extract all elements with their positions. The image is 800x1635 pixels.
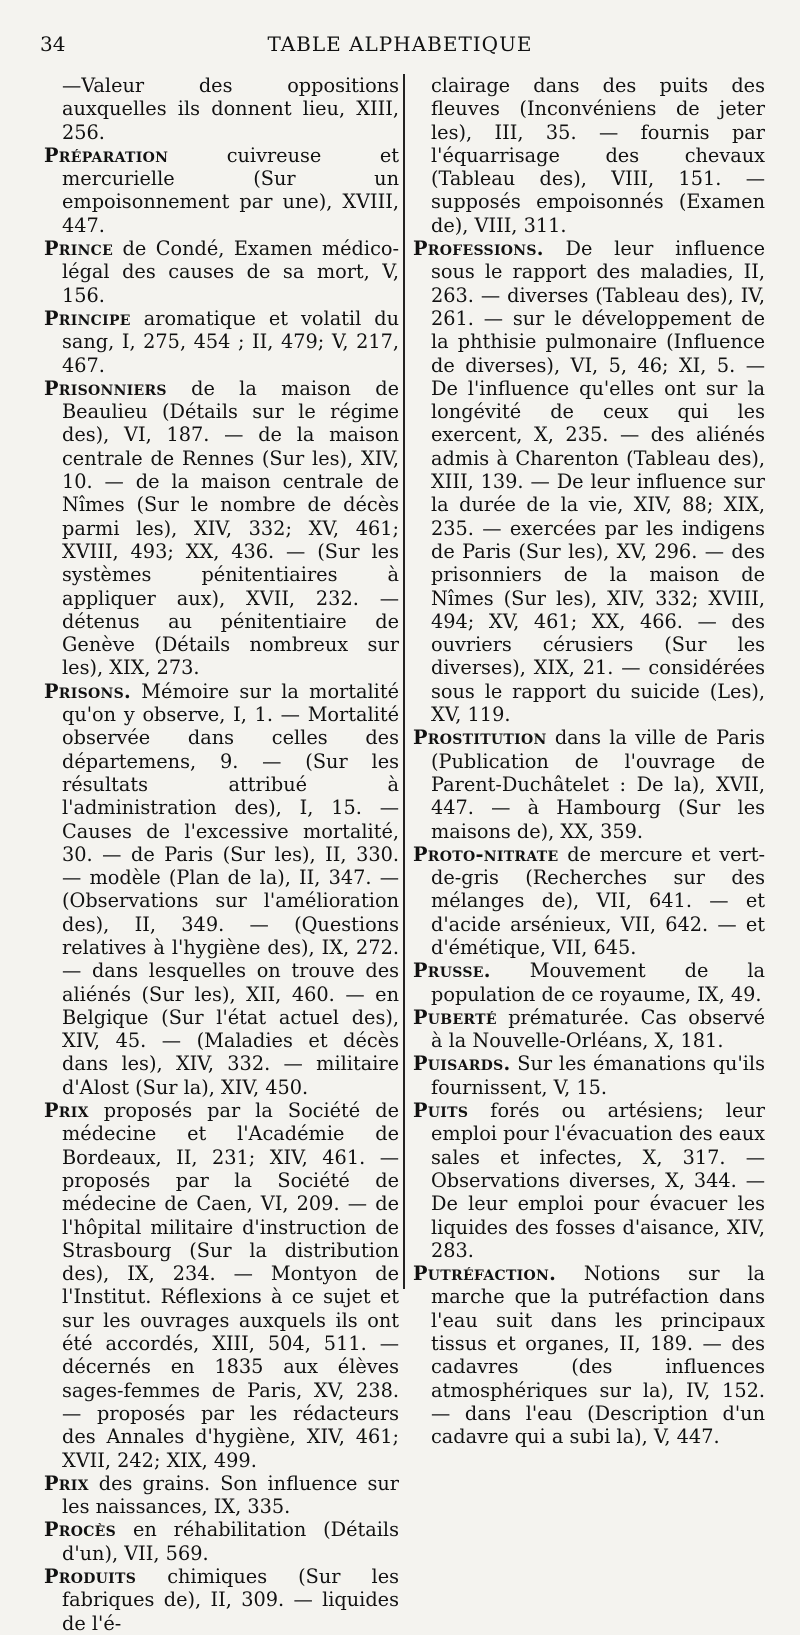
entry-headword: Professions. bbox=[413, 237, 544, 261]
entry-headword: Prix bbox=[44, 1471, 89, 1495]
index-entry bbox=[44, 377, 399, 680]
index-entry bbox=[413, 74, 765, 237]
running-title: TABLE ALPHABETIQUE bbox=[267, 32, 533, 56]
index-entry bbox=[413, 1099, 765, 1262]
entry-headword: Proto-nitrate bbox=[413, 842, 559, 866]
entry-text: des grains. Son influence sur les naissances, IX, 335. bbox=[62, 1471, 399, 1519]
entry-text: Sur les émanations qu'ils fournissent, V, 15. bbox=[431, 1052, 765, 1099]
entry-text: —Valeur des oppositions auxquelles ils donnent lieu, XIII, 256. bbox=[62, 74, 399, 144]
entry-headword: Prince bbox=[44, 237, 114, 261]
index-entry bbox=[413, 959, 765, 1006]
index-entry bbox=[413, 726, 765, 842]
page-number: 34 bbox=[40, 32, 66, 56]
entry-text: chimiques (Sur les fabriques de), II, 309. — liquides de l'é- bbox=[62, 1565, 399, 1635]
index-entry bbox=[44, 680, 399, 1099]
index-entry bbox=[44, 1518, 399, 1565]
entry-text: en réhabilitation (Détails d'un), VII, 569. bbox=[62, 1518, 399, 1565]
entry-headword: Putréfaction. bbox=[413, 1262, 557, 1286]
index-entry bbox=[44, 307, 399, 377]
entry-headword: Prix bbox=[44, 1099, 89, 1123]
index-entry bbox=[413, 843, 765, 959]
right-column bbox=[413, 74, 765, 1449]
entry-text: Notions sur la marche que la putréfaction dans l'eau suit dans les principaux tissus et organes, II, 189. — des cadavres (des influences atmosphériques sur la), IV, 152. — dans l'eau (Description d'un cadavre qui a subi la), V, 447. bbox=[431, 1262, 765, 1449]
entry-text: prématurée. Cas observé à la Nouvelle-Orléans, X, 181. bbox=[431, 1005, 765, 1053]
entry-headword: Prisonniers bbox=[44, 376, 167, 400]
index-entry bbox=[44, 1472, 399, 1519]
entry-text: forés ou artésiens; leur emploi pour l'évacuation des eaux sales et infectes, X, 317. — Observations diverses, X, 344. — De leur emploi pour évacuer les liquides des fosses d'aisance, XIV, 283. bbox=[431, 1099, 765, 1262]
entry-headword: Prostitution bbox=[413, 726, 547, 750]
entry-text: de la maison de Beaulieu (Détails sur le régime des), VI, 187. — de la maison centrale de Rennes (Sur les), XIV, 10. — de la maison centrale de Nîmes (Sur le nombre de décès parmi les), XIV, 332; XV, 461; XVIII, 493; XX, 436. — (Sur les systèmes pénitentiaires à appliquer aux), XVII, 232. — détenus au pénitentiaire de Genève (Détails nombreux sur les), XIX, 273. bbox=[62, 376, 399, 680]
entry-headword: Principe bbox=[44, 306, 131, 330]
index-entry bbox=[413, 1052, 765, 1099]
index-entry bbox=[44, 237, 399, 307]
page-header bbox=[0, 30, 800, 64]
entry-text: cuivreuse et mercurielle (Sur un empoisonnement par une), XVIII, 447. bbox=[62, 143, 399, 237]
entry-text: de Condé, Examen médico-légal des causes de sa mort, V, 156. bbox=[62, 237, 399, 307]
entry-text: de mercure et vert-de-gris (Recherches sur des mélanges de), VII, 641. — et d'acide arsénieux, VII, 642. — et d'émétique, VII, 645. bbox=[431, 842, 765, 959]
entry-text: Mémoire sur la mortalité qu'on y observe, I, 1. — Mortalité observée dans celles des départemens, 9. — (Sur les résultats attribué à l'administration des), I, 15. — Causes de l'excessive mortalité, 30. — de Paris (Sur les), II, 330. — modèle (Plan de la), II, 347. — (Observations sur l'amélioration des), II, 349. — (Questions relatives à l'hygiène des), IX, 272. — dans lesquelles on trouve des aliénés (Sur les), XII, 460. — en Belgique (Sur l'état actuel des), XIV, 45. — (Maladies et décès dans les), XIV, 332. — militaire d'Alost (Sur la), XIV, 450. bbox=[62, 679, 399, 1099]
column-divider bbox=[403, 74, 405, 1289]
entry-headword: Puisards. bbox=[413, 1052, 511, 1076]
entry-text: De leur influence sous le rapport des maladies, II, 263. — diverses (Tableau des), IV, 261. — sur le développement de la phthisie pulmonaire (Influence de diverses), VI, 5, 46; XI, 5. — De l'influence qu'elles ont sur la longévité de ceux qui les exercent, X, 235. — des aliénés admis à Charenton (Tableau des), XIII, 139. — De leur influence sur la durée de la vie, XIV, 88; XIX, 235. — exercées par les indigens de Paris (Sur les), XV, 296. — des prisonniers de la maison de Nîmes (Sur les), XIV, 332; XVIII, 494; XV, 461; XX, 466. — des ouvriers cérusiers (Sur les diverses), XIX, 21. — considérées sous le rapport du suicide (Les), XV, 119. bbox=[431, 237, 765, 727]
entry-headword: Procès bbox=[44, 1518, 117, 1542]
entry-headword: Préparation bbox=[44, 143, 169, 167]
left-column bbox=[44, 74, 399, 1635]
index-entry bbox=[44, 144, 399, 237]
index-entry bbox=[413, 237, 765, 726]
entry-headword: Prisons. bbox=[44, 679, 132, 703]
entry-headword: Puberté bbox=[413, 1005, 497, 1029]
index-entry bbox=[413, 1006, 765, 1053]
entry-text: proposés par la Société de médecine et l'Académie de Bordeaux, II, 231; XIV, 461. — proposés par la Société de médecine de Caen, VI, 209. — de l'hôpital militaire d'instruction de Strasbourg (Sur la distribution des), IX, 234. — Montyon de l'Institut. Réflexions à ce sujet et sur les ouvrages auxquels ils ont été accordés, XIII, 504, 511. — décernés en 1835 aux élèves sages-femmes de Paris, XV, 238. — proposés par les rédacteurs des Annales d'hygiène, XIV, 461; XVII, 242; XIX, 499. bbox=[62, 1099, 399, 1472]
entry-text: dans la ville de Paris (Publication de l'ouvrage de Parent-Duchâtelet : De la), XVII, 447. — à Hambourg (Sur les maisons de), XX, 359. bbox=[431, 726, 765, 843]
entry-text: clairage dans des puits des fleuves (Inconvéniens de jeter les), III, 35. — fournis par l'équarrisage des chevaux (Tableau des), VIII, 151. — supposés empoisonnés (Examen de), VIII, 311. bbox=[431, 74, 765, 237]
index-entry bbox=[413, 1262, 765, 1448]
entry-text: Mouvement de la population de ce royaume, IX, 49. bbox=[431, 959, 765, 1006]
index-entry bbox=[44, 1099, 399, 1472]
entry-headword: Prusse. bbox=[413, 959, 491, 983]
entry-headword: Produits bbox=[44, 1565, 137, 1588]
entry-headword: Puits bbox=[413, 1099, 469, 1123]
index-entry bbox=[44, 1565, 399, 1635]
index-entry bbox=[44, 74, 399, 144]
entry-text: aromatique et volatil du sang, I, 275, 454 ; II, 479; V, 217, 467. bbox=[62, 306, 399, 377]
